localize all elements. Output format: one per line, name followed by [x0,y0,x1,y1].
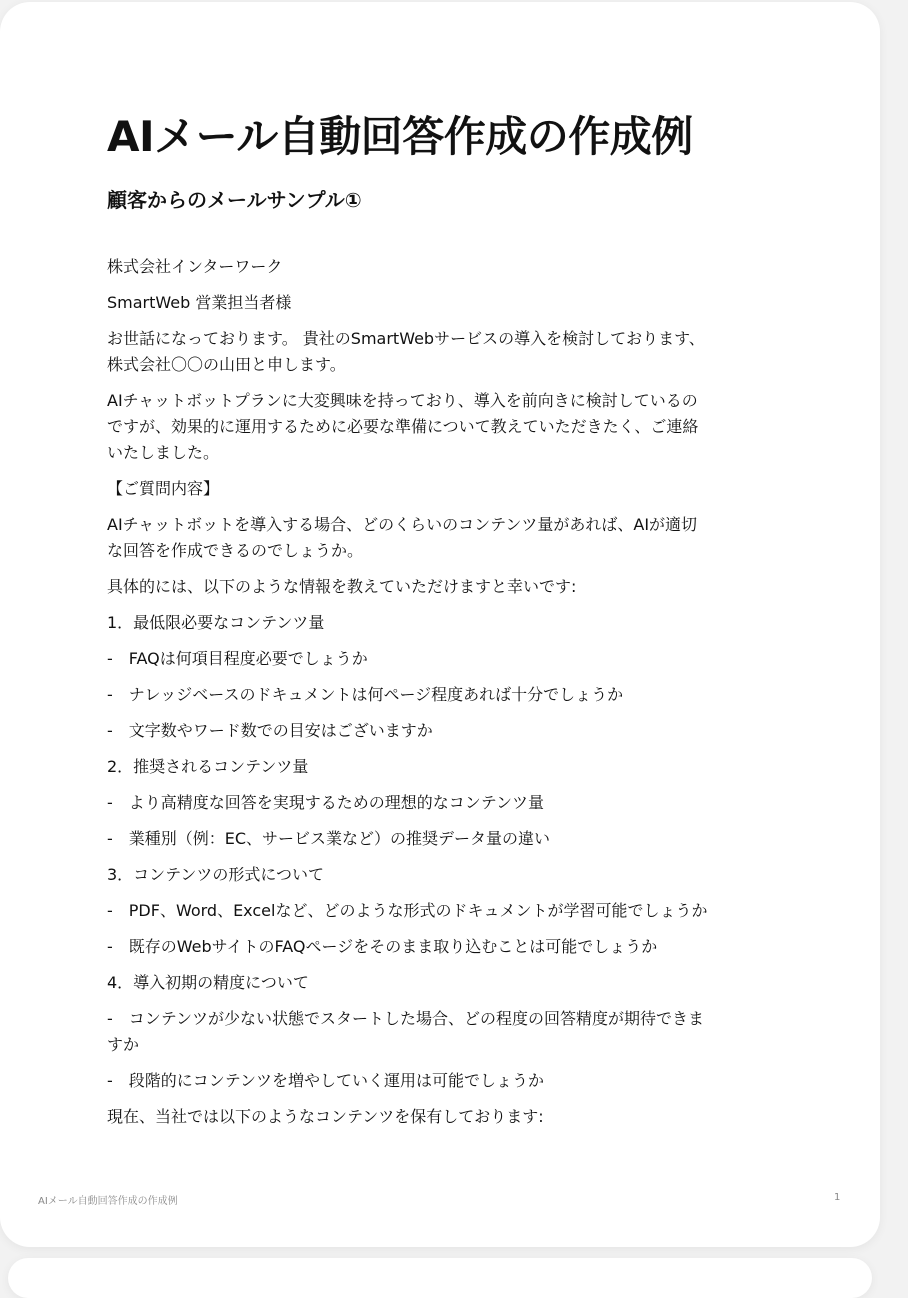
paragraph-line: - 段階的にコンテンツを増やしていく運用は可能でしょうか [107,1071,544,1090]
paragraph-line: - FAQは何項目程度必要でしょうか [107,649,368,668]
paragraph [107,1068,797,1094]
paragraph [107,790,797,816]
paragraph-line: 4．導入初期の精度について [107,973,309,992]
paragraph [107,476,797,502]
next-page [8,1258,872,1298]
paragraph-line: - より高精度な回答を実現するための理想的なコンテンツ量 [107,793,544,812]
paragraph-line: すか [107,1035,140,1054]
paragraph-line: いたしました。 [107,443,220,462]
paragraph [107,754,797,780]
paragraph-line: ですが、効果的に運用するために必要な準備について教えていただきたく、ご連絡 [107,417,699,436]
paragraph-line: - PDF、Word、Excelなど、どのような形式のドキュメントが学習可能でしょうか [107,901,708,920]
paragraph [107,1104,797,1130]
section-heading: 顧客からのメールサンプル① [107,188,362,212]
paragraph-line: 株式会社インターワーク [107,257,283,276]
paragraph-line: お世話になっております。 貴社のSmartWebサービスの導入を検討しております、 [107,329,705,348]
paragraph [107,934,797,960]
paragraph-line: - 業種別（例：EC、サービス業など）の推奨データ量の違い [107,829,551,848]
footer-title: AIメール自動回答作成の作成例 [38,1196,178,1207]
page-content [107,110,797,1140]
email-body [107,254,797,1130]
document-page [0,2,880,1247]
paragraph-line: 3．コンテンツの形式について [107,865,325,884]
paragraph [107,682,797,708]
paragraph-line: 2．推奨されるコンテンツ量 [107,757,309,776]
paragraph-line: 具体的には、以下のような情報を教えていただけますと幸いです: [107,577,577,596]
paragraph [107,1006,797,1058]
paragraph [107,254,797,280]
paragraph [107,610,797,636]
paragraph [107,718,797,744]
paragraph [107,970,797,996]
paragraph [107,326,797,378]
paragraph [107,826,797,852]
paragraph-line: な回答を作成できるのでしょうか。 [107,541,364,560]
paragraph-line: 1．最低限必要なコンテンツ量 [107,613,325,632]
paragraph-line: 【ご質問内容】 [107,479,220,498]
paragraph-line: AIチャットボットプランに大変興味を持っており、導入を前向きに検討しているの [107,391,698,410]
paragraph [107,512,797,564]
paragraph [107,898,797,924]
paragraph [107,388,797,466]
paragraph [107,646,797,672]
paragraph-line: SmartWeb 営業担当者様 [107,293,292,312]
paragraph [107,862,797,888]
paragraph-line: - コンテンツが少ない状態でスタートした場合、どの程度の回答精度が期待できま [107,1009,704,1028]
paragraph-line: 現在、当社では以下のようなコンテンツを保有しております: [107,1107,544,1126]
paragraph-line: AIチャットボットを導入する場合、どのくらいのコンテンツ量があれば、AIが適切 [107,515,698,534]
page-number: 1 [834,1192,841,1203]
paragraph-line: - ナレッジベースのドキュメントは何ページ程度あれば十分でしょうか [107,685,624,704]
paragraph [107,290,797,316]
paragraph-line: 株式会社〇〇の山田と申します。 [107,355,346,374]
paragraph-line: - 既存のWebサイトのFAQページをそのまま取り込むことは可能でしょうか [107,937,658,956]
document-title: AIメール自動回答作成の作成例 [107,112,693,161]
paragraph [107,574,797,600]
paragraph-line: - 文字数やワード数での目安はございますか [107,721,433,740]
